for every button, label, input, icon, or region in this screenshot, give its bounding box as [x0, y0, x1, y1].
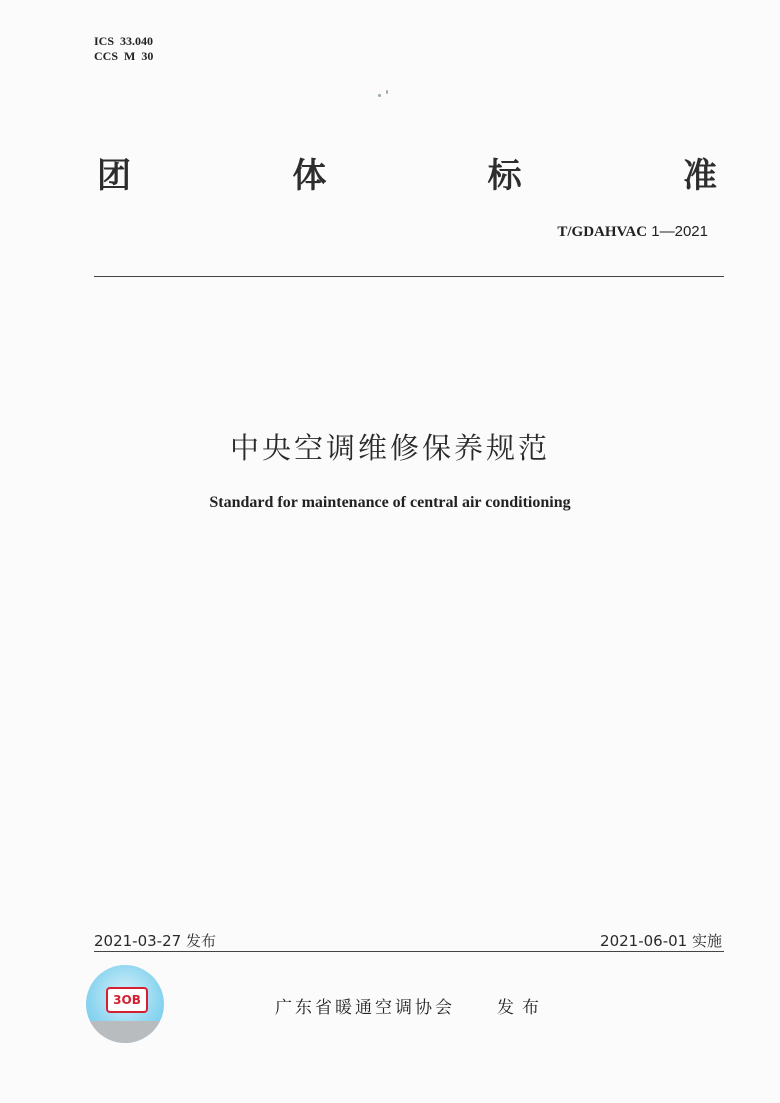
ics-code: ICS 33.040 [94, 34, 154, 48]
standard-type-heading [94, 148, 720, 198]
standard-number-prefix: T/GDAHVAC [557, 224, 648, 240]
bottom-divider [94, 951, 724, 952]
anti-counterfeit-seal [86, 965, 164, 1043]
publish-label: 发布 [497, 998, 547, 1018]
seal-logo-icon: 3OB [106, 987, 148, 1013]
chinese-title: 中央空调维修保养规范 [229, 431, 550, 465]
issue-date: 2021-03-27 发布 [94, 932, 216, 950]
scan-speck [386, 90, 388, 94]
english-title: Standard for maintenance of central air conditioning [209, 494, 571, 511]
standard-type-char: 团 [97, 156, 131, 196]
scan-speck [378, 94, 381, 97]
top-divider [94, 276, 724, 277]
standard-number [557, 222, 708, 241]
ccs-code: CCS M 30 [94, 49, 154, 63]
classification-codes [94, 34, 153, 64]
standard-number-value: 1—2021 [647, 223, 708, 240]
seal-scratch-strip [86, 1021, 164, 1043]
standard-type-char: 标 [487, 156, 522, 196]
standard-type-char: 准 [682, 156, 717, 196]
publisher-name: 广东省暖通空调协会 [275, 998, 455, 1018]
implementation-date: 2021-06-01 实施 [600, 932, 722, 950]
standard-type-char: 体 [292, 156, 327, 196]
